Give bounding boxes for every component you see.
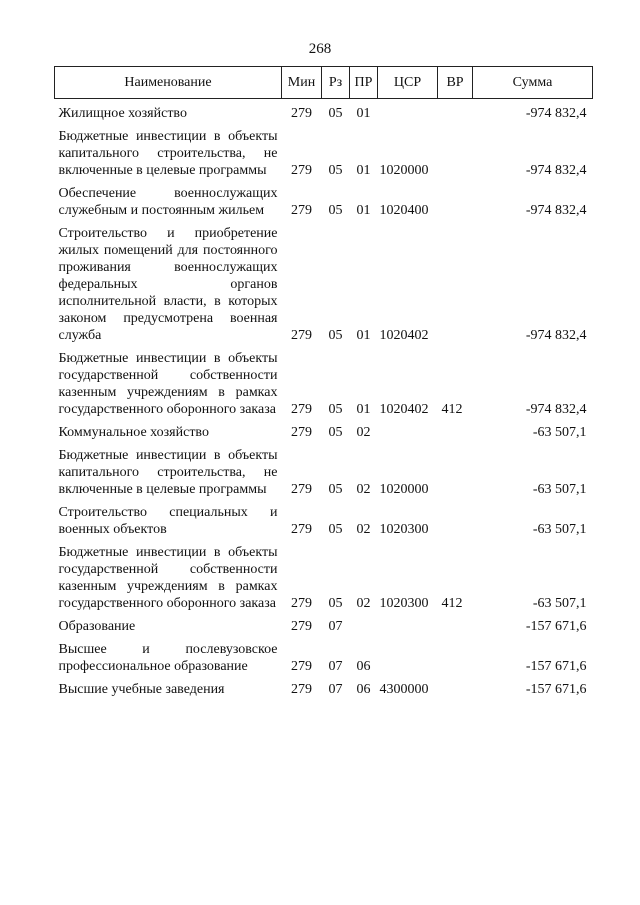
page-number: 268 (308, 41, 332, 57)
header-csr: ЦСР (378, 67, 438, 99)
row-pr: 06 (356, 659, 371, 674)
row-sum: -974 832,4 (525, 106, 587, 121)
row-pr: 01 (356, 163, 371, 178)
row-vr (438, 635, 473, 675)
table-row (55, 344, 593, 418)
row-vr (438, 498, 473, 538)
row-name: Образование (58, 619, 136, 634)
row-csr: 1020400 (379, 203, 429, 218)
row-pr: 02 (356, 522, 371, 537)
row-name: Бюджетные инвестиции в объекты капитального строительства, не включенные в целевые программы (58, 129, 278, 178)
row-vr (438, 219, 473, 344)
row-sum: -63 507,1 (532, 425, 587, 440)
table-row (55, 418, 593, 441)
row-min: 279 (291, 522, 312, 537)
row-sum: -63 507,1 (532, 596, 587, 611)
row-min: 279 (291, 619, 312, 634)
table-row (55, 675, 593, 698)
row-vr (438, 441, 473, 498)
row-csr: 1020300 (379, 596, 429, 611)
row-rz: 05 (328, 328, 343, 343)
table-row (55, 498, 593, 538)
row-rz: 05 (328, 522, 343, 537)
table-row (55, 122, 593, 179)
row-sum: -63 507,1 (532, 522, 587, 537)
row-rz: 07 (328, 682, 343, 697)
row-rz: 05 (328, 163, 343, 178)
row-pr: 02 (356, 425, 371, 440)
row-sum: -974 832,4 (525, 163, 587, 178)
row-vr: 412 (441, 596, 463, 611)
row-csr (378, 418, 438, 441)
row-csr (378, 99, 438, 123)
row-min: 279 (291, 163, 312, 178)
row-rz: 05 (328, 106, 343, 121)
header-pr: ПР (350, 67, 378, 99)
row-csr: 1020402 (379, 328, 429, 343)
row-name: Высшие учебные заведения (58, 682, 225, 697)
row-min: 279 (291, 203, 312, 218)
row-min: 279 (291, 328, 312, 343)
row-name: Обеспечение военнослужащих служебным и постоянным жильем (58, 186, 278, 218)
row-csr: 1020300 (379, 522, 429, 537)
row-min: 279 (291, 596, 312, 611)
row-csr: 4300000 (379, 682, 429, 697)
row-name: Строительство специальных и военных объектов (58, 505, 278, 537)
row-sum: -974 832,4 (525, 203, 587, 218)
row-csr: 1020000 (379, 482, 429, 497)
row-sum: -157 671,6 (525, 682, 587, 697)
budget-table (54, 66, 593, 698)
row-vr: 412 (441, 402, 463, 417)
row-csr: 1020402 (379, 402, 429, 417)
row-csr (378, 635, 438, 675)
row-rz: 05 (328, 203, 343, 218)
row-csr: 1020000 (379, 163, 429, 178)
row-pr: 02 (356, 482, 371, 497)
table-row (55, 441, 593, 498)
row-rz: 07 (328, 659, 343, 674)
row-name: Высшее и послевузовское профессиональное образование (58, 642, 278, 674)
row-sum: -974 832,4 (525, 402, 587, 417)
row-pr: 02 (356, 596, 371, 611)
row-sum: -157 671,6 (525, 619, 587, 634)
row-min: 279 (291, 402, 312, 417)
header-min: Мин (282, 67, 322, 99)
row-vr (438, 99, 473, 123)
row-min: 279 (291, 106, 312, 121)
table-row (55, 219, 593, 344)
row-rz: 07 (328, 619, 343, 634)
row-name: Жилищное хозяйство (58, 106, 187, 121)
row-name: Бюджетные инвестиции в объекты капитального строительства, не включенные в целевые программы (58, 448, 278, 497)
row-pr: 01 (356, 106, 371, 121)
row-min: 279 (291, 682, 312, 697)
table-row (55, 538, 593, 612)
row-rz: 05 (328, 402, 343, 417)
row-pr: 01 (356, 328, 371, 343)
row-vr (438, 612, 473, 635)
row-vr (438, 418, 473, 441)
row-csr (378, 612, 438, 635)
row-name: Бюджетные инвестиции в объекты государственной собственности казенным учреждениям в рамках государственного оборонного заказа (58, 545, 278, 611)
table-row (55, 99, 593, 123)
row-name: Бюджетные инвестиции в объекты государственной собственности казенным учреждениям в рамках государственного оборонного заказа (58, 351, 278, 417)
table-row (55, 635, 593, 675)
row-vr (438, 122, 473, 179)
row-pr: 06 (356, 682, 371, 697)
row-sum: -63 507,1 (532, 482, 587, 497)
row-min: 279 (291, 482, 312, 497)
table-row (55, 612, 593, 635)
row-name: Строительство и приобретение жилых помещений для постоянного проживания военнослужащих федеральных органов исполнительной власти, в которых законом предусмотрена военная служба (58, 226, 278, 343)
row-rz: 05 (328, 596, 343, 611)
header-rz: Рз (322, 67, 350, 99)
row-name: Коммунальное хозяйство (58, 425, 209, 440)
table-header (55, 67, 593, 99)
header-sum: Сумма (473, 67, 593, 99)
row-vr (438, 179, 473, 219)
table-row (55, 179, 593, 219)
header-name: Наименование (55, 67, 282, 99)
row-rz: 05 (328, 482, 343, 497)
header-vr: ВР (438, 67, 473, 99)
row-pr (350, 612, 378, 635)
row-pr: 01 (356, 203, 371, 218)
row-rz: 05 (328, 425, 343, 440)
row-sum: -974 832,4 (525, 328, 587, 343)
row-vr (438, 675, 473, 698)
row-min: 279 (291, 659, 312, 674)
row-pr: 01 (356, 402, 371, 417)
table-body (55, 99, 593, 699)
row-min: 279 (291, 425, 312, 440)
row-sum: -157 671,6 (525, 659, 587, 674)
